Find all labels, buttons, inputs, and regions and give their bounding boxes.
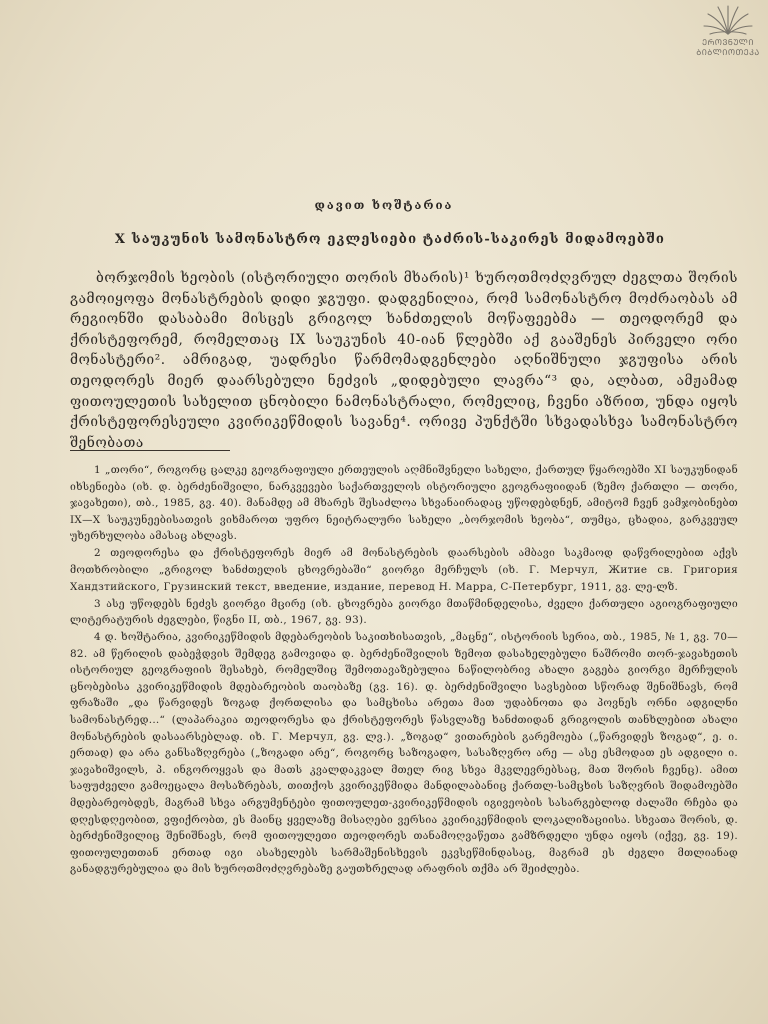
article-title: X საუკუნის სამონასტრო ეკლესიები ტაძრის-საკირეს მიდამოებში (114, 232, 666, 247)
article-body (70, 268, 738, 453)
footnote-separator (70, 450, 230, 451)
article-author: დავით ხოშტარია (314, 198, 454, 212)
footnotes (70, 462, 738, 878)
footnote-2: 2 თეოდორესა და ქრისტეფორეს მიერ ამ მონასტრების დაარსების ამბავი საკმაოდ დაწვრილებით აქვს მოთხრობილი „გრიგოლ ხანძთელის ცხოვრებაში“ გიორგი მერჩულს (იხ. Г. Мерчул, Житие св. Григория Хандзтийского, Грузинский текст, введение, издание, перевод Н. Марра, С-Петербург, 1911, გვ. ლე-ლზ. (70, 547, 738, 593)
footnote-1: 1 „თორი“, როგორც ცალკე გეოგრაფიული ერთეულის აღმნიშვნელი სახელი, ქართულ წყაროებში XI საუკუნიდან იხსენიება (იხ. დ. ბერძენიშვილი, ნარკვევები საქართველოს ისტორიული გეოგრაფიიდან (ზემო ქართლი — თორი, ჯავახეთი), თბ., 1985, გვ. 40). მანამდე ამ მხარეს შესაძლოა სხვანაირადაც უწოდებდნენ, ამიტომ ჩვენ ვამჯობინებთ IX—X საუკუნეებისათვის ვიხმაროთ უფრო ნეიტრალური სახელი „ბორჯომის ხეობა“, თუმცა, ცხადია, გარკვეულ უხერხულობა ამასაც ახლავს. (70, 464, 738, 543)
body-paragraph: ბორჯომის ხეობის (ისტორიული თორის მხარის)¹ ხუროთმოძღვრულ ძეგლთა შორის გამოიყოფა მონასტრების დიდი ჯგუფი. დადგენილია, რომ სამონასტრო მოძრაობას ამ რეგიონში დასაბამი მისცეს გრიგოლ ხანძთელის მოწაფეებმა — თეოდორემ და ქრისტეფორემ, რომელთაც IX საუკუნის 40-იან წლებში აქ გააშენეს პირველი ორი მონასტერი². ამრიგად, უადრესი წარმომადგენლები აღნიშნული ჯგუფისა არის თეოდორეს მიერ დაარსებული ნეძვის „დიდებული ლავრა“³ და, ალბათ, ამჟამად ფითოულეთის სახელით ცნობილი ნამონასტრალი, რომელიც, ჩვენი აზრით, უნდა იყოს ქრისტეფორესეული კვირიკეწმიდის სავანე⁴. ორივე პუნქტში სხვადასხვა სამონასტრო შენობათა (70, 270, 738, 451)
footnote-4: 4 დ. ხოშტარია, კვირიკეწმიდის მდებარეობის საკითხისათვის, „მაცნე“, ისტორიის სერია, თბ., 1985, № 1, გვ. 70—82. ამ წერილის დაბეჭდვის შემდეგ გამოვიდა დ. ბერძენიშვილის ზემოთ დასახელებული ნაშრომი თორ-ჯავახეთის ისტორიულ გეოგრაფიის შესახებ, რომელშიც შემოთავაზებულია ნაწილობრივ ახალი გაგება გიორგი მერჩულის ცნობებისა კვირიკეწმიდის მდებარეობის თაობაზე (გვ. 16). დ. ბერძენიშვილი სავსებით სწორად შენიშნავს, რომ ფრაზაში „და წარვიდეს ზოგად ქორთლისა და სამცხისა არეთა მათ უდაბნოთა და პოვნეს ორნი ადგილნი სამონასტრედ...“ (ლაპარაკია თეოდორესა და ქრისტეფორეს წასვლაზე ხანძთიდან გრიგოლის თანხლებით ახალი მონასტრების დასაარსებლად. იხ. Г. Мерчул, გვ. ლვ.). „ზოგად“ ვითარების გარემოება („წარვიდეს ზოგად“, ე. ი. ერთად) და არა განსაზღვრება („ზოგადი არე“, როგორც საზოგადო, სასაზღვრო არე — ასე ესმოდათ ეს ადგილი ი. ჯავახიშვილს, პ. ინგოროყვას და მათს კვალდაკვალ მთელ რიგ სხვა მკვლევრებსაც, მათ შორის ჩვენც). ამით საფუძველი გამოეცალა მოსაზრებას, თითქოს კვირიკეწმიდა მანდილაბანიც ქართლ-სამცხის საზღვრის შიდამოებში მდებარეობდეს, მაგრამ სხვა არგუმენტები ფითოულეთ-კვირიკეწმიდის იგივეობის სასარგებლოდ ძალაში რჩება და დღესდღეობით, ვფიქრობთ, ეს მაინც ყველაზე მისაღები ვერსია კვირიკეწმიდის ლოკალიზაციისა. სხვათა შორის, დ. ბერძენიშვილიც შენიშნავს, რომ ფითოულეთი თეოდორეს თანამოღვაწეთა გამზრდელი უნდა იყოს (იქვე, გვ. 19). ფითოულეთთან ერთად იგი ასახელებს სარმაშენისხევის ეკვსეწმინდასაც, მაგრამ ეს ძეგლი მთლიანად განადგურებულია და მის ხუროთმოძღვრებაზე გაუთხრელად არაფრის თქმა არ შეიძლება. (70, 631, 738, 876)
laurel-emblem-icon (698, 4, 758, 38)
stamp-text-line-1: ᲔᲠᲝᲕᲜᲣᲚᲘ (702, 38, 754, 47)
stamp-text-line-2: ᲑᲘᲑᲚᲘᲝᲗᲔᲙᲐ (696, 48, 760, 57)
footnote-3: 3 ასე უწოდებს ნეძვს გიორგი მცირე (იხ. ცხოვრება გიორგი მთაწმინდელისა, ძველი ქართული აგიოგრაფიული ლიტერატურის ძეგლები, წიგნი II, თბ., 1967, გვ. 93). (70, 597, 738, 627)
library-stamp (694, 4, 762, 66)
